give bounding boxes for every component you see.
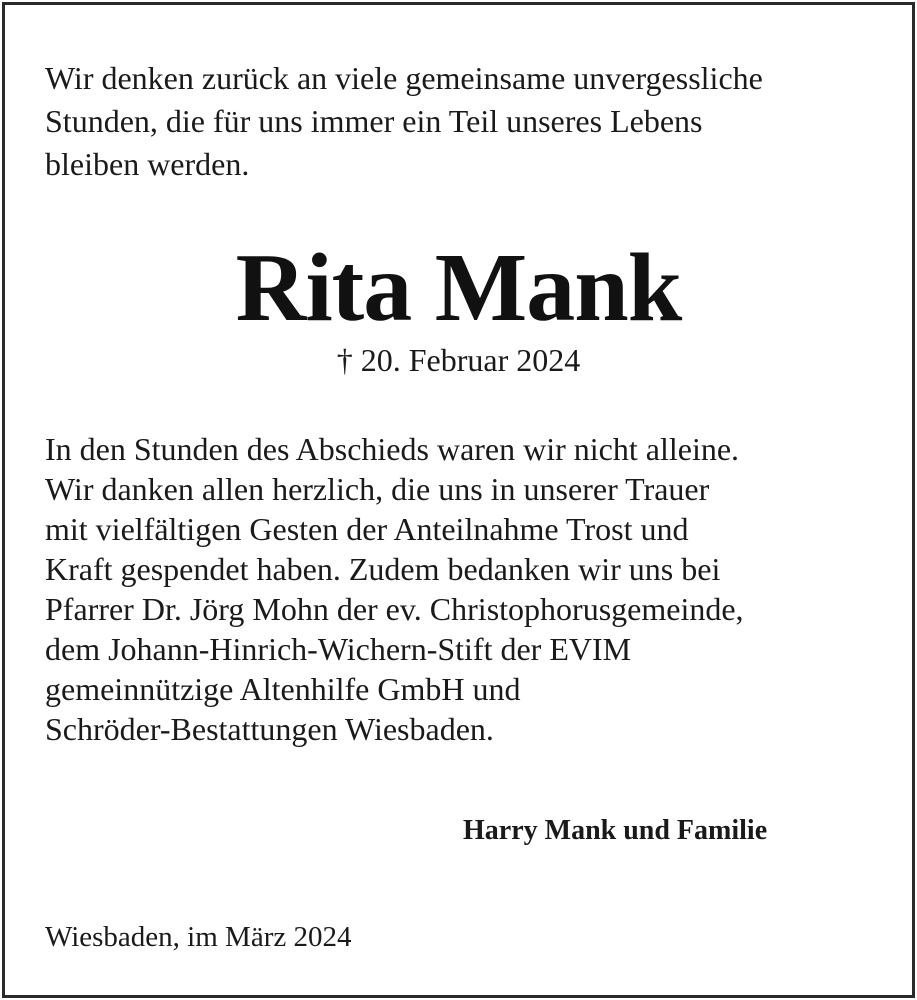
thanks-line: Pfarrer Dr. Jörg Mohn der ev. Christophorusgemeinde, <box>45 591 744 627</box>
intro-line: bleiben werden. <box>45 146 250 182</box>
thanks-line: Kraft gespendet haben. Zudem bedanken wir uns bei <box>45 551 721 587</box>
death-date: † 20. Februar 2024 <box>336 342 581 378</box>
thanks-line: In den Stunden des Abschieds waren wir nicht alleine. <box>45 431 740 467</box>
intro-line: Stunden, die für uns immer ein Teil unseres Lebens <box>45 103 703 139</box>
intro-line: Wir denken zurück an viele gemeinsame unvergessliche <box>45 60 763 96</box>
intro-text <box>45 57 885 186</box>
notice-frame <box>2 2 915 998</box>
signature: Harry Mank und Familie <box>463 815 768 846</box>
thanks-line: gemeinnützige Altenhilfe GmbH und <box>45 671 521 707</box>
thanks-text <box>45 429 895 749</box>
thanks-line: mit vielfältigen Gesten der Anteilnahme Trost und <box>45 511 689 547</box>
thanks-line: dem Johann-Hinrich-Wichern-Stift der EVIM <box>45 631 632 667</box>
thanks-line: Schröder-Bestattungen Wiesbaden. <box>45 711 494 747</box>
place-date: Wiesbaden, im März 2024 <box>45 921 352 953</box>
thanks-line: Wir danken allen herzlich, die uns in unserer Trauer <box>45 471 710 507</box>
deceased-name: Rita Mank <box>235 234 682 342</box>
